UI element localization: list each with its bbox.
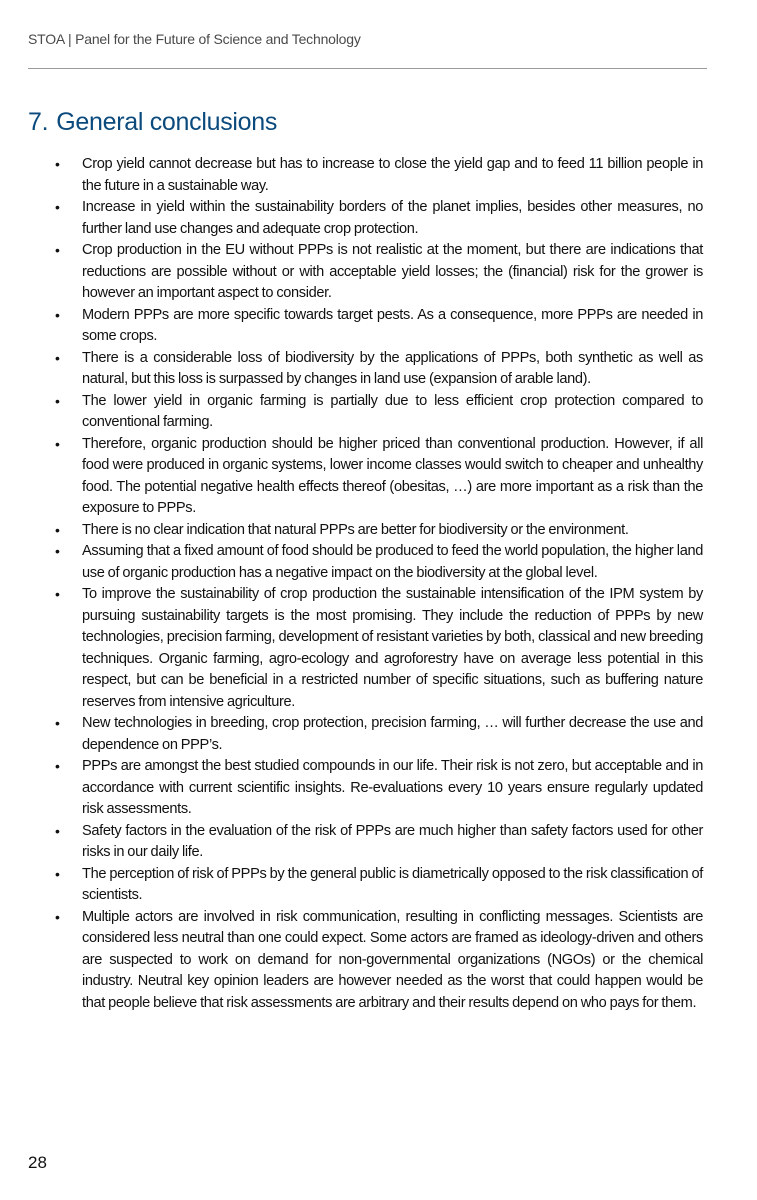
list-item: [55, 584, 703, 713]
list-item-text: Modern PPPs are more specific towards target pests. As a consequence, more PPPs are needed in some crops.: [82, 306, 703, 344]
header-divider: [28, 68, 707, 69]
bullet-icon: •: [55, 758, 60, 774]
bullet-icon: •: [55, 242, 60, 258]
section-number: 7.: [28, 108, 49, 136]
list-item: [55, 520, 703, 542]
list-item: [55, 154, 703, 197]
list-item-text: Multiple actors are involved in risk communication, resulting in conflicting messages. Scientists are considered less neutral than one could expect. Some actors are framed as ideology-driven and others are suspected to work on demand for non-governmental organizations (NGOs) or the chemical industry. Neutral key opinion leaders are however needed as the worst that could happen would be that people believe that risk assessments are arbitrary and their results depend on who pays for them.: [82, 908, 703, 1011]
bullet-icon: •: [55, 435, 60, 452]
list-item-text: PPPs are amongst the best studied compounds in our life. Their risk is not zero, but acceptable and in accordance with current scientific insights. Re-evaluations every 10 years ensure regularly updated risk assessments.: [82, 758, 703, 817]
running-header: STOA | Panel for the Future of Science and Technology: [28, 31, 361, 47]
list-item-text: There is a considerable loss of biodiversity by the applications of PPPs, both synthetic as well as natural, but this loss is surpassed by changes in land use (expansion of arable land).: [82, 349, 703, 387]
list-item: [55, 434, 703, 520]
bullet-icon: •: [55, 543, 60, 559]
list-item: [55, 240, 703, 305]
list-item: [55, 305, 703, 348]
list-item-text: To improve the sustainability of crop production the sustainable intensification of the IPM system by pursuing sustainability targets is the most promising. They include the reduction of PPPs by new technologies, precision farming, development of resistant varieties by both, classical and new breeding techniques. Organic farming, agro-ecology and agroforestry have on average less potential in this respect, but can be beneficial in a restricted number of specific situations, such as buffering nature reserves from intensive agriculture.: [82, 586, 703, 710]
list-item: [55, 391, 703, 434]
bullet-icon: •: [55, 349, 60, 366]
bullet-icon: •: [55, 715, 60, 731]
list-item-text: The lower yield in organic farming is partially due to less efficient crop protection compared to conventional farming.: [82, 392, 703, 430]
list-item-text: The perception of risk of PPPs by the general public is diametrically opposed to the risk classification of scientists.: [82, 865, 703, 903]
bullet-icon: •: [55, 521, 60, 538]
bullet-icon: •: [55, 392, 60, 409]
bullet-icon: •: [55, 199, 60, 215]
list-item-text: Safety factors in the evaluation of the risk of PPPs are much higher than safety factors used for other risks in our daily life.: [82, 822, 703, 860]
list-item-text: There is no clear indication that natural PPPs are better for biodiversity or the environment.: [82, 521, 629, 538]
list-item-text: Crop yield cannot decrease but has to increase to close the yield gap and to feed 11 billion people in the future in a sustainable way.: [82, 156, 703, 194]
bullet-icon: •: [55, 822, 60, 839]
bullet-icon: •: [55, 865, 60, 882]
list-item-text: Therefore, organic production should be higher priced than conventional production. However, if all food were produced in organic systems, lower income classes would switch to cheaper and unhealthy food. The potential negative health effects thereof (obesitas, …) are more important as a risk than the exposure to PPPs.: [82, 435, 703, 516]
list-item-text: Increase in yield within the sustainability borders of the planet implies, besides other measures, no further land use changes and adequate crop protection.: [82, 199, 703, 237]
bullet-icon: •: [55, 908, 60, 925]
list-item: [55, 756, 703, 821]
conclusions-list: [0, 154, 757, 1014]
list-item: [55, 821, 703, 864]
list-item: [55, 713, 703, 756]
list-item: [55, 907, 703, 1015]
list-item-text: Assuming that a fixed amount of food should be produced to feed the world population, the higher land use of organic production has a negative impact on the biodiversity at the global level.: [82, 543, 703, 581]
section-title: [28, 108, 277, 137]
list-item: [55, 541, 703, 584]
list-item-text: New technologies in breeding, crop protection, precision farming, … will further decrease the use and dependence on PPP’s.: [82, 715, 703, 753]
page-number: 28: [28, 1153, 47, 1172]
bullet-icon: •: [55, 586, 60, 602]
section-title-text: General conclusions: [56, 108, 278, 136]
list-item-text: Crop production in the EU without PPPs is not realistic at the moment, but there are indications that reductions are possible without or with acceptable yield losses; the (financial) risk for the grower is however an important aspect to consider.: [82, 242, 703, 301]
list-item: [55, 348, 703, 391]
list-item: [55, 864, 703, 907]
bullet-icon: •: [55, 156, 60, 172]
list-item: [55, 197, 703, 240]
bullet-icon: •: [55, 306, 60, 323]
